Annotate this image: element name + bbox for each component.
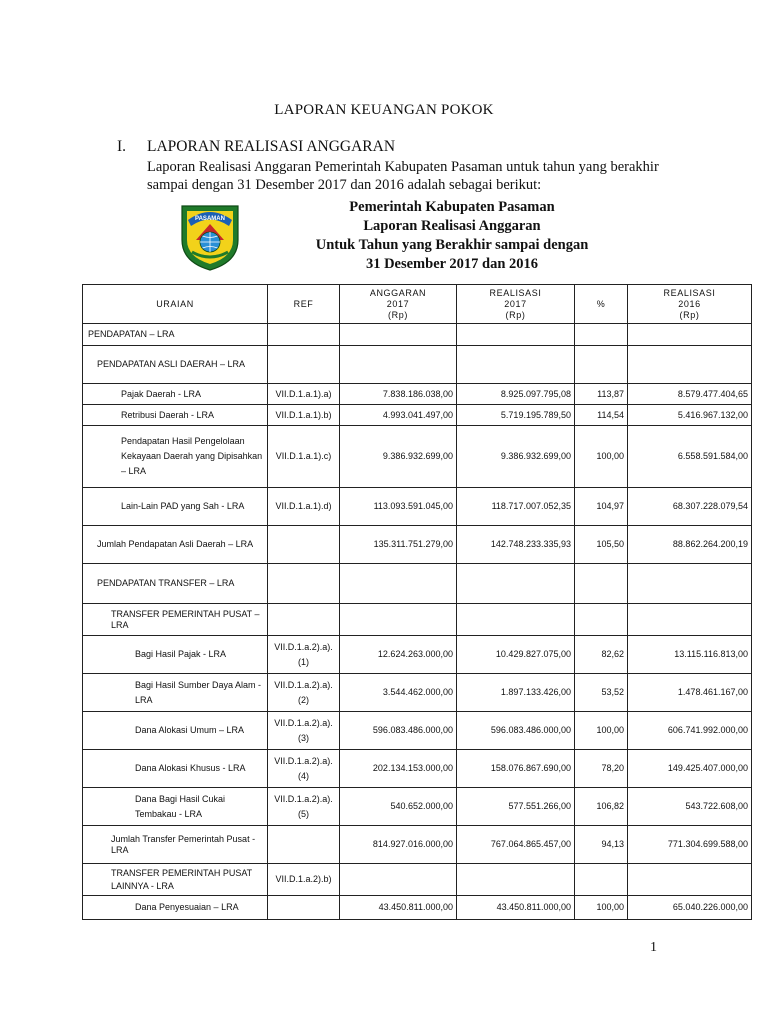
row-ref: VII.D.1.a.1).b) [268,405,340,426]
table-row [83,864,752,896]
row-label: Pajak Daerah - LRA [83,384,268,405]
row-ref: VII.D.1.a.1).d) [268,488,340,526]
row-label: PENDAPATAN – LRA [83,324,268,346]
row-anggaran [340,324,457,346]
row-label: Jumlah Transfer Pemerintah Pusat - LRA [83,826,268,864]
emblem-banner-text: PASAMAN [195,216,225,222]
row-ref: VII.D.1.a.2).a).(4) [268,750,340,788]
row-anggaran [340,346,457,384]
document-title: LAPORAN KEUANGAN POKOK [274,102,494,118]
row-realisasi-2017: 158.076.867.690,00 [457,750,575,788]
row-ref [268,526,340,564]
row-realisasi-2017: 118.717.007.052,35 [457,488,575,526]
table-row [83,564,752,604]
row-anggaran [340,864,457,896]
table-row [83,896,752,920]
header-anggaran-2017: ANGGARAN 2017 (Rp) [340,285,457,324]
budget-realization-table [82,284,752,920]
row-percent: 114,54 [575,405,628,426]
row-percent: 113,87 [575,384,628,405]
header-uraian: URAIAN [83,285,268,324]
row-ref: VII.D.1.a.1).a) [268,384,340,405]
row-realisasi-2017: 8.925.097.795,08 [457,384,575,405]
row-percent: 94,13 [575,826,628,864]
row-realisasi-2016 [628,346,752,384]
row-realisasi-2016: 68.307.228.079,54 [628,488,752,526]
row-percent: 78,20 [575,750,628,788]
intro-paragraph: Laporan Realisasi Anggaran Pemerintah Kabupaten Pasaman untuk tahun yang berakhir sampai dengan 31 Desember 2017 dan 2016 adalah sebagai berikut: [147,159,659,193]
table-row [83,405,752,426]
row-percent: 82,62 [575,636,628,674]
row-ref [268,826,340,864]
row-label: Bagi Hasil Sumber Daya Alam - LRA [83,674,268,712]
row-realisasi-2017: 767.064.865.457,00 [457,826,575,864]
row-anggaran: 135.311.751.279,00 [340,526,457,564]
row-realisasi-2017 [457,604,575,636]
row-ref [268,346,340,384]
row-percent: 100,00 [575,426,628,488]
report-header-line-1: Pemerintah Kabupaten Pasaman [349,199,555,215]
row-label: TRANSFER PEMERINTAH PUSAT LAINNYA - LRA [83,864,268,896]
row-ref: VII.D.1.a.2).a).(5) [268,788,340,826]
row-anggaran [340,564,457,604]
row-ref: VII.D.1.a.2).a).(1) [268,636,340,674]
row-anggaran: 12.624.263.000,00 [340,636,457,674]
row-realisasi-2016: 149.425.407.000,00 [628,750,752,788]
row-label: PENDAPATAN TRANSFER – LRA [83,564,268,604]
row-anggaran: 113.093.591.045,00 [340,488,457,526]
table-row [83,604,752,636]
row-realisasi-2017 [457,564,575,604]
page-number: 1 [650,940,657,955]
table-row [83,324,752,346]
row-ref [268,324,340,346]
header-realisasi-2017: REALISASI 2017 (Rp) [457,285,575,324]
report-header-line-2: Laporan Realisasi Anggaran [363,218,541,234]
row-percent: 104,97 [575,488,628,526]
header-percent: % [575,285,628,324]
row-realisasi-2016: 6.558.591.584,00 [628,426,752,488]
row-label: Dana Bagi Hasil Cukai Tembakau - LRA [83,788,268,826]
report-header-line-3: Untuk Tahun yang Berakhir sampai dengan [315,237,589,253]
row-percent [575,864,628,896]
row-realisasi-2017: 1.897.133.426,00 [457,674,575,712]
table-row [83,788,752,826]
row-realisasi-2017 [457,346,575,384]
row-realisasi-2016 [628,864,752,896]
row-realisasi-2016: 1.478.461.167,00 [628,674,752,712]
table-row [83,426,752,488]
table-row [83,750,752,788]
table-header-row [83,285,752,324]
row-label: Retribusi Daerah - LRA [83,405,268,426]
table-row [83,712,752,750]
row-percent [575,604,628,636]
row-anggaran: 7.838.186.038,00 [340,384,457,405]
row-percent [575,564,628,604]
row-label: TRANSFER PEMERINTAH PUSAT – LRA [83,604,268,636]
row-ref: VII.D.1.a.2).a).(3) [268,712,340,750]
row-realisasi-2016: 543.722.608,00 [628,788,752,826]
row-percent: 106,82 [575,788,628,826]
row-anggaran: 540.652.000,00 [340,788,457,826]
row-percent [575,324,628,346]
row-percent: 53,52 [575,674,628,712]
row-realisasi-2017 [457,324,575,346]
row-ref: VII.D.1.a.2).b) [268,864,340,896]
row-realisasi-2017 [457,864,575,896]
row-realisasi-2016 [628,324,752,346]
row-ref [268,604,340,636]
row-percent: 100,00 [575,896,628,920]
row-ref [268,896,340,920]
row-anggaran: 43.450.811.000,00 [340,896,457,920]
row-anggaran: 814.927.016.000,00 [340,826,457,864]
row-realisasi-2016 [628,564,752,604]
row-realisasi-2016: 8.579.477.404,65 [628,384,752,405]
row-label: Dana Alokasi Umum – LRA [83,712,268,750]
row-realisasi-2017: 596.083.486.000,00 [457,712,575,750]
header-realisasi-2016: REALISASI 2016 (Rp) [628,285,752,324]
row-realisasi-2016: 606.741.992.000,00 [628,712,752,750]
row-anggaran: 596.083.486.000,00 [340,712,457,750]
row-label: Jumlah Pendapatan Asli Daerah – LRA [83,526,268,564]
row-realisasi-2017: 10.429.827.075,00 [457,636,575,674]
row-label: Bagi Hasil Pajak - LRA [83,636,268,674]
table-row [83,346,752,384]
row-realisasi-2017: 5.719.195.789,50 [457,405,575,426]
row-anggaran [340,604,457,636]
row-realisasi-2017: 577.551.266,00 [457,788,575,826]
row-anggaran: 4.993.041.497,00 [340,405,457,426]
row-ref: VII.D.1.a.2).a).(2) [268,674,340,712]
table-row-total [83,826,752,864]
row-realisasi-2017: 43.450.811.000,00 [457,896,575,920]
row-realisasi-2016: 65.040.226.000,00 [628,896,752,920]
report-header-line-4: 31 Desember 2017 dan 2016 [365,256,539,272]
table-row [83,636,752,674]
section-title: LAPORAN REALISASI ANGGARAN [147,138,396,155]
row-anggaran: 202.134.153.000,00 [340,750,457,788]
row-label: Lain-Lain PAD yang Sah - LRA [83,488,268,526]
row-realisasi-2016: 771.304.699.588,00 [628,826,752,864]
row-percent [575,346,628,384]
row-realisasi-2016 [628,604,752,636]
row-label: Dana Alokasi Khusus - LRA [83,750,268,788]
section-number: I. [117,138,127,155]
row-label: PENDAPATAN ASLI DAERAH – LRA [83,346,268,384]
row-realisasi-2017: 9.386.932.699,00 [457,426,575,488]
row-realisasi-2016: 88.862.264.200,19 [628,526,752,564]
header-ref: REF [268,285,340,324]
report-header [280,198,624,274]
table-row [83,674,752,712]
row-percent: 100,00 [575,712,628,750]
row-realisasi-2016: 5.416.967.132,00 [628,405,752,426]
row-realisasi-2016: 13.115.116.813,00 [628,636,752,674]
pasaman-emblem-logo [174,200,246,272]
row-label: Dana Penyesuaian – LRA [83,896,268,920]
row-realisasi-2017: 142.748.233.335,93 [457,526,575,564]
table-row-total [83,526,752,564]
row-anggaran: 3.544.462.000,00 [340,674,457,712]
row-label: Pendapatan Hasil Pengelolaan Kekayaan Daerah yang Dipisahkan – LRA [83,426,268,488]
table-row [83,384,752,405]
section-heading [117,138,395,156]
row-anggaran: 9.386.932.699,00 [340,426,457,488]
row-ref [268,564,340,604]
row-percent: 105,50 [575,526,628,564]
row-ref: VII.D.1.a.1).c) [268,426,340,488]
table-row [83,488,752,526]
